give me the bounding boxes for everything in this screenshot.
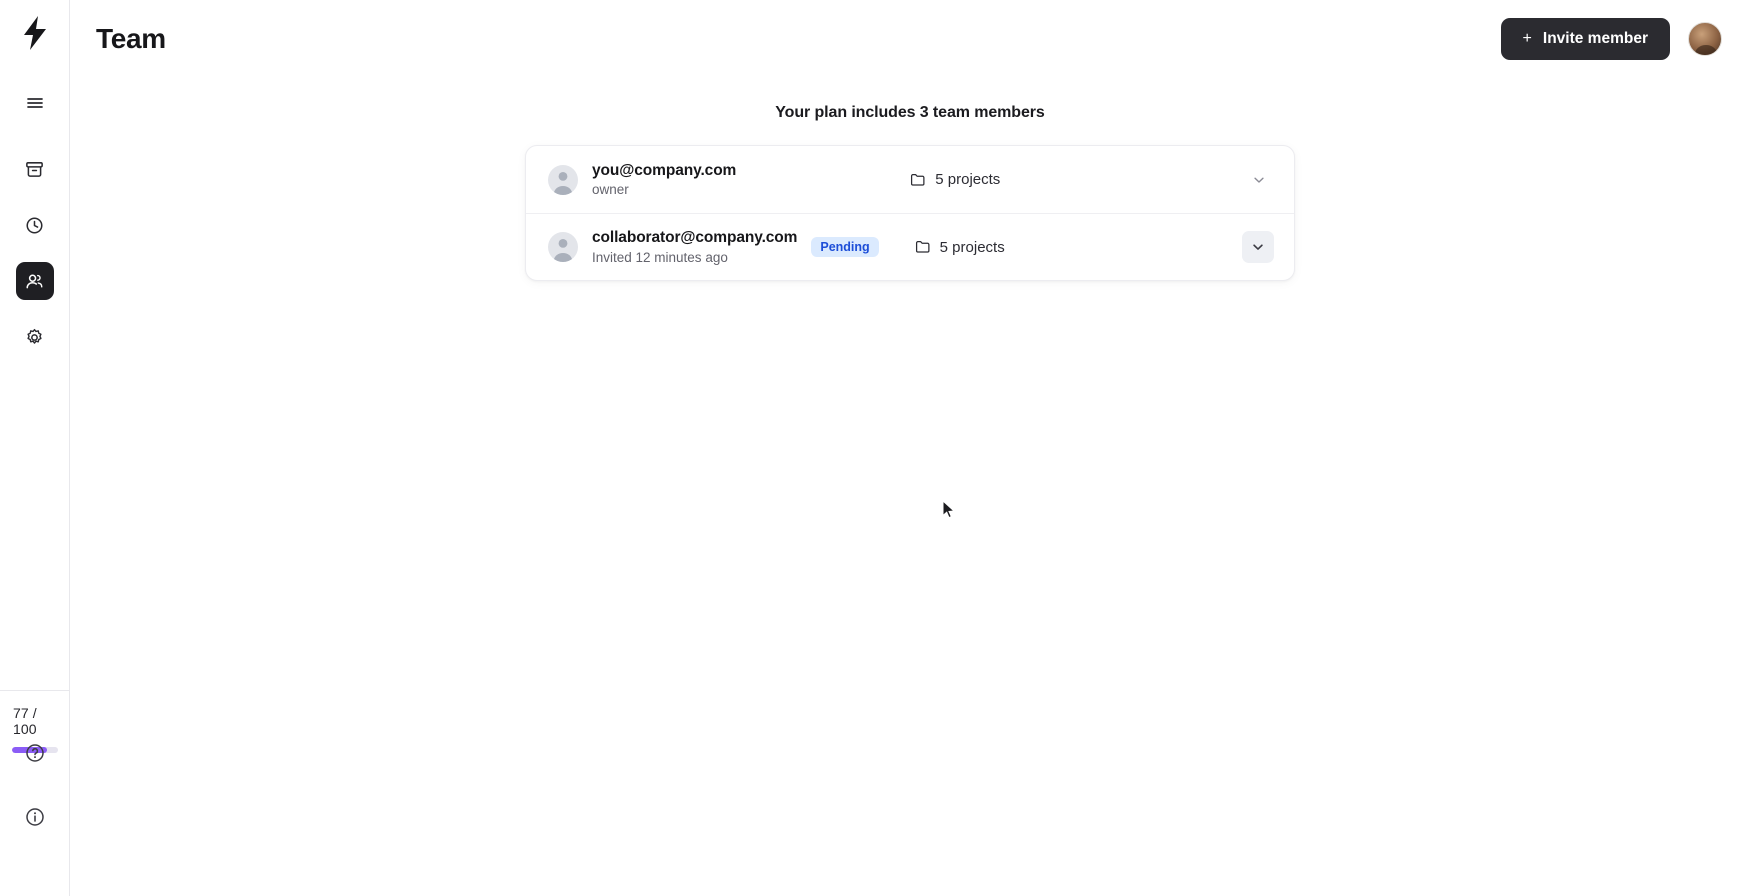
member-role: owner — [592, 182, 629, 198]
archive-box-icon — [24, 159, 45, 180]
folder-icon — [910, 172, 926, 188]
page-title: Team — [96, 23, 166, 54]
team-members-card — [525, 145, 1295, 281]
top-bar — [70, 0, 1750, 78]
table-row — [526, 146, 1294, 213]
member-avatar-icon — [548, 232, 578, 262]
member-identity — [592, 228, 797, 266]
table-row — [526, 213, 1294, 280]
sidebar-item-settings[interactable] — [16, 318, 54, 356]
member-projects-label: 5 projects — [939, 238, 1005, 256]
clock-icon — [24, 215, 45, 236]
member-projects[interactable] — [915, 239, 1005, 256]
folder-icon — [915, 239, 931, 255]
row-expand-chevron-down-icon[interactable] — [1244, 165, 1274, 195]
people-icon — [24, 271, 45, 292]
member-identity — [592, 161, 736, 199]
content — [70, 78, 1750, 281]
sidebar-item-projects[interactable] — [16, 150, 54, 188]
member-projects[interactable] — [910, 171, 1000, 188]
sidebar-item-help[interactable] — [16, 734, 54, 772]
sidebar-item-info[interactable] — [16, 798, 54, 836]
info-circle-icon — [24, 806, 46, 828]
usage-label: 77 / 100 — [13, 705, 37, 737]
member-projects-label: 5 projects — [935, 171, 1001, 188]
sidebar-bottom-icons — [0, 734, 69, 836]
invite-member-button[interactable] — [1501, 18, 1670, 60]
row-expand-chevron-down-icon[interactable] — [1242, 231, 1274, 263]
status-badge: Pending — [811, 237, 878, 258]
top-bar-actions — [1501, 18, 1722, 60]
question-circle-icon — [24, 742, 46, 764]
plan-summary: Your plan includes 3 team members — [775, 104, 1045, 121]
lightning-logo-icon[interactable] — [18, 14, 52, 52]
member-avatar-icon — [548, 165, 578, 195]
invite-member-label: Invite member — [1542, 30, 1648, 47]
gear-icon — [24, 327, 45, 348]
plus-icon: + — [1522, 30, 1532, 47]
sidebar-item-team[interactable] — [16, 262, 54, 300]
sidebar-item-history[interactable] — [16, 206, 54, 244]
hamburger-icon — [25, 93, 45, 113]
avatar[interactable] — [1688, 22, 1722, 56]
member-invited-time: Invited 12 minutes ago — [592, 249, 728, 265]
member-email: collaborator@company.com — [592, 229, 798, 247]
sidebar — [0, 0, 70, 896]
member-email: you@company.com — [592, 161, 737, 179]
main-area — [70, 0, 1750, 896]
sidebar-item-menu-toggle[interactable] — [16, 84, 54, 122]
mouse-cursor — [942, 500, 956, 520]
